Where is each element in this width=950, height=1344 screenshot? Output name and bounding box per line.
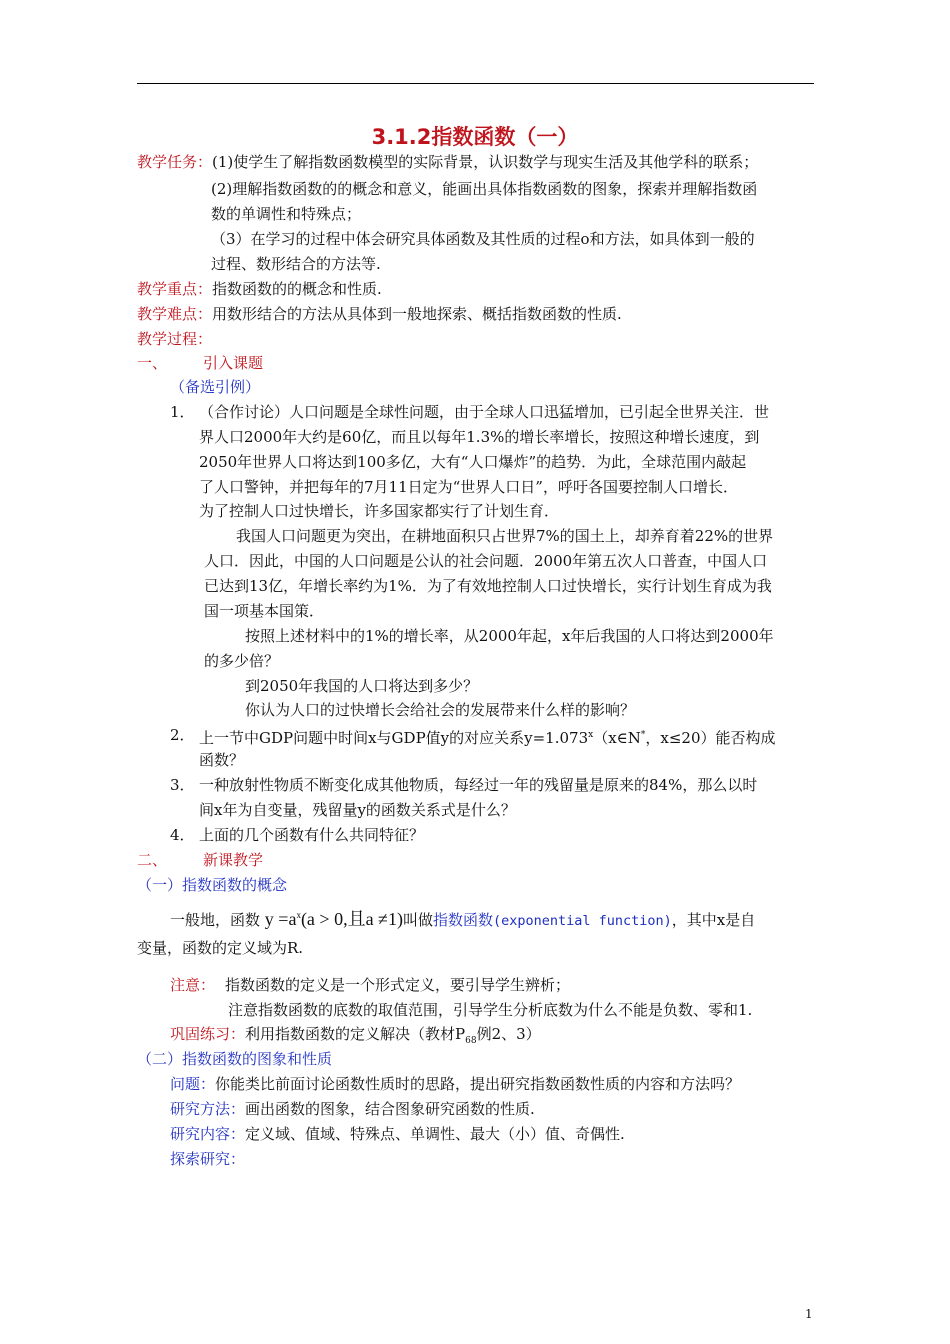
question-line xyxy=(170,1074,740,1094)
item2-number: 2． xyxy=(170,726,195,744)
definition-term: 指数函数 xyxy=(432,911,493,929)
item3-line-1: 一种放射性物质不断变化成其他物质，每经过一年的残留量是原来的84%，那么以时 xyxy=(199,776,758,794)
formula-base: y =a xyxy=(264,909,297,929)
task-1: (1)使学生了解指数函数模型的实际背景，认识数学与现实生活及其他学科的联系； xyxy=(212,153,759,171)
item1-question-3: 你认为人口的过快增长会给社会的发展带来什么样的影响？ xyxy=(245,701,636,719)
item2-text-a: 上一节中GDP问题中时间x与GDP值y的对应关系y=1.073 xyxy=(199,729,589,747)
item1-para2-line-1: 我国人口问题更为突出，在耕地面积只占世界7%的国土上，却养育着22%的世界 xyxy=(236,527,774,545)
content-text: 定义域、值域、特殊点、单调性、最大（小）值、奇偶性. xyxy=(245,1125,625,1143)
formula-exponent: x xyxy=(296,910,301,920)
subsection2-title: （二）指数函数的图象和性质 xyxy=(137,1050,333,1068)
item4-number: 4． xyxy=(170,826,195,844)
method-label: 研究方法： xyxy=(170,1100,246,1118)
focus-label: 教学重点： xyxy=(137,280,213,298)
item1-number: 1． xyxy=(170,403,195,421)
task-3b: 过程、数形结合的方法等. xyxy=(211,255,381,273)
page-title: 3.1.2指数函数（一） xyxy=(371,125,579,149)
definition-suffix: ，其中x是自 xyxy=(671,911,756,929)
focus-line xyxy=(137,279,382,299)
tasks-line-1 xyxy=(137,152,758,172)
item1-line-4: 了人口警钟，并把每年的7月11日定为“世界人口日”，呼吁各国要控制人口增长． xyxy=(199,478,738,496)
note-text-1: 指数函数的定义是一个形式定义，要引导学生辨析； xyxy=(225,976,571,994)
formula-condition: (a > 0,且a ≠1) xyxy=(300,909,403,929)
note-text-2: 注意指数函数的底数的取值范围，引导学生分析底数为什么不能是负数、零和1. xyxy=(228,1001,753,1019)
section1-title: 引入课题 xyxy=(203,354,264,372)
definition-prefix: 一般地，函数 xyxy=(170,911,261,929)
method-line xyxy=(170,1099,535,1119)
item1-line-2: 界人口2000年大约是60亿，而且以每年1.3%的增长率增长，按照这种增长速度，到 xyxy=(199,428,760,446)
item1-para2-line-3: 已达到13亿，年增长率约为1%．为了有效地控制人口过快增长，实行计划生育成为我 xyxy=(204,577,772,595)
note-line-1 xyxy=(170,975,570,995)
explore-label: 探索研究： xyxy=(170,1150,246,1168)
question-text: 你能类比前面讨论函数性质时的思路，提出研究指数函数性质的内容和方法吗？ xyxy=(215,1075,741,1093)
section2-number: 二、 xyxy=(137,851,168,869)
page-number: 1 xyxy=(805,1307,813,1321)
difficulty-text: 用数形结合的方法从具体到一般地探索、概括指数函数的性质. xyxy=(212,305,622,323)
practice-line xyxy=(170,1024,541,1051)
item2-exponent: x xyxy=(588,730,594,740)
note-label: 注意： xyxy=(170,976,216,994)
header-rule xyxy=(137,83,814,84)
task-3a: （3）在学习的过程中体会研究具体函数及其性质的过程o和方法，如具体到一般的 xyxy=(211,230,755,248)
task-2b: 数的单调性和特殊点； xyxy=(211,205,362,223)
item1-line-1: （合作讨论）人口问题是全球性问题，由于全球人口迅猛增加，已引起全世界关注．世 xyxy=(199,403,770,421)
process-label: 教学过程： xyxy=(137,330,213,348)
item1-para2-line-2: 人口．因此，中国的人口问题是公认的社会问题．2000年第五次人口普查，中国人口 xyxy=(204,552,768,570)
definition-line-2: 变量，函数的定义域为R. xyxy=(137,939,304,957)
practice-text-a: 利用指数函数的定义解决（教材P xyxy=(245,1025,466,1043)
definition-line-1 xyxy=(170,903,755,933)
item4-line-1: 上面的几个函数有什么共同特征？ xyxy=(199,826,425,844)
item1-para2-line-4: 国一项基本国策． xyxy=(204,602,325,620)
item2-line-1 xyxy=(199,725,776,748)
item1-question-1a: 按照上述材料中的1%的增长率，从2000年起，x年后我国的人口将达到2000年 xyxy=(245,627,774,645)
item2-text-c: ，x≤20）能否构成 xyxy=(645,729,776,747)
tasks-label: 教学任务： xyxy=(137,153,213,171)
section1-subtitle: （备选引例） xyxy=(170,378,261,396)
item1-line-5: 为了控制人口过快增长，许多国家都实行了计划生育． xyxy=(199,502,560,520)
item2-star: * xyxy=(640,730,646,740)
item2-text-b: （x∈N xyxy=(593,729,641,747)
item3-line-2: 间x年为自变量，残留量y的函数关系式是什么？ xyxy=(199,801,516,819)
practice-label: 巩固练习： xyxy=(170,1025,246,1043)
method-text: 画出函数的图象，结合图象研究函数的性质. xyxy=(245,1100,535,1118)
difficulty-label: 教学难点： xyxy=(137,305,213,323)
definition-mid: 叫做 xyxy=(402,911,433,929)
practice-page: 68 xyxy=(465,1036,477,1046)
section2-title: 新课教学 xyxy=(203,851,264,869)
difficulty-line xyxy=(137,304,622,324)
item1-line-3: 2050年世界人口将达到100多亿，大有“人口爆炸”的趋势．为此，全球范围内敲起 xyxy=(199,453,747,471)
definition-term-english: (exponential function) xyxy=(492,913,672,929)
item1-question-2: 到2050年我国的人口将达到多少？ xyxy=(245,677,479,695)
content-label: 研究内容： xyxy=(170,1125,246,1143)
item3-number: 3． xyxy=(170,776,195,794)
focus-text: 指数函数的的概念和性质. xyxy=(212,280,382,298)
task-2a: (2)理解指数函数的的概念和意义，能画出具体指数函数的图象，探索并理解指数函 xyxy=(211,180,758,198)
item2-line-2: 函数？ xyxy=(199,751,245,769)
question-label: 问题： xyxy=(170,1075,216,1093)
section1-number: 一、 xyxy=(137,354,168,372)
subsection1-title: （一）指数函数的概念 xyxy=(137,876,288,894)
exponential-formula xyxy=(265,909,403,929)
item1-question-1b: 的多少倍？ xyxy=(204,652,280,670)
practice-text-b: 例2、3） xyxy=(476,1025,541,1043)
content-line xyxy=(170,1124,625,1144)
